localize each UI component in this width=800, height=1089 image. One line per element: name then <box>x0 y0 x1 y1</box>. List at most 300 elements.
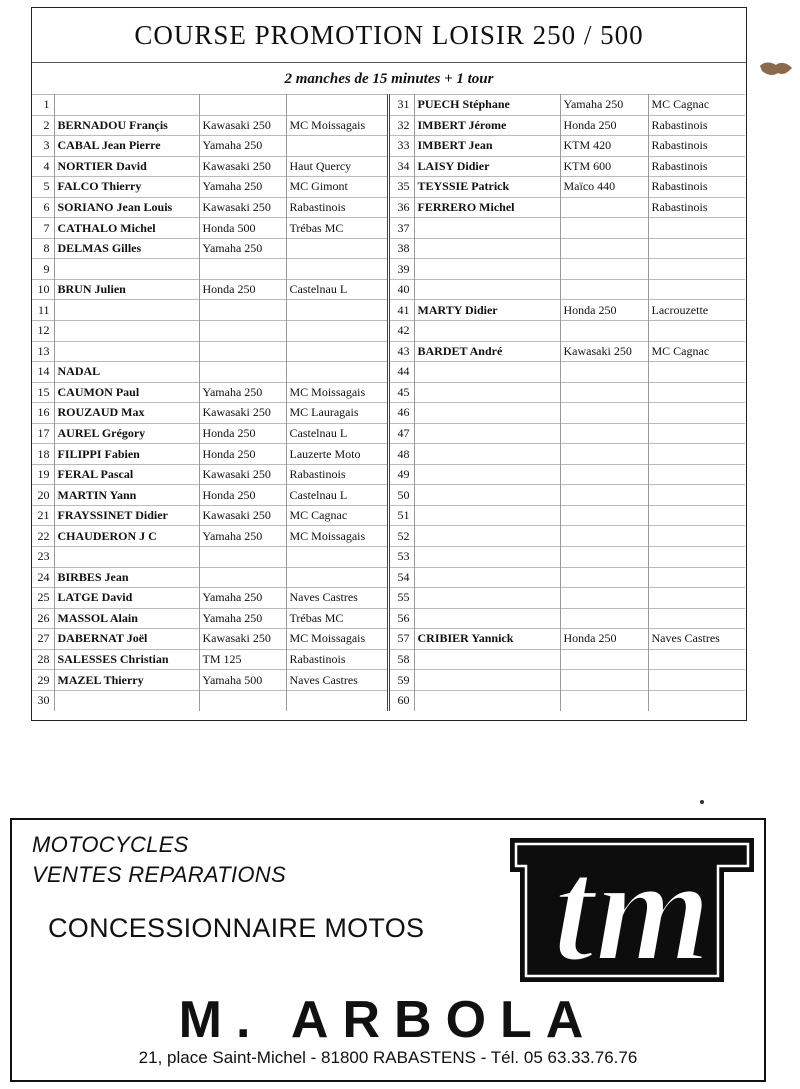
rider-name: IMBERT Jérome <box>414 115 560 136</box>
motorcycle: Yamaha 250 <box>199 136 286 157</box>
rider-number: 40 <box>390 279 414 300</box>
entry-row <box>32 567 387 588</box>
club-name <box>286 259 387 280</box>
motorcycle: Kawasaki 250 <box>199 464 286 485</box>
entry-row <box>32 547 387 568</box>
rider-name: BRUN Julien <box>54 279 199 300</box>
club-name: Lacrouzette <box>648 300 745 321</box>
rider-name: FERAL Pascal <box>54 464 199 485</box>
rider-number: 35 <box>390 177 414 198</box>
rider-name: DELMAS Gilles <box>54 238 199 259</box>
entry-row <box>32 259 387 280</box>
rider-number: 50 <box>390 485 414 506</box>
rider-number: 15 <box>32 382 54 403</box>
rider-name: LAISY Didier <box>414 156 560 177</box>
club-name <box>648 588 745 609</box>
rider-name: TEYSSIE Patrick <box>414 177 560 198</box>
club-name: Naves Castres <box>286 670 387 691</box>
entry-row <box>390 547 745 568</box>
entry-row <box>390 567 745 588</box>
club-name <box>648 649 745 670</box>
entry-row <box>32 423 387 444</box>
entry-row <box>390 218 745 239</box>
club-name <box>648 608 745 629</box>
rider-name <box>414 259 560 280</box>
entry-row <box>390 259 745 280</box>
rider-number: 38 <box>390 238 414 259</box>
rider-number: 33 <box>390 136 414 157</box>
club-name: MC Cagnac <box>648 95 745 116</box>
entry-row <box>390 300 745 321</box>
club-name <box>648 321 745 342</box>
club-name <box>286 547 387 568</box>
rider-number: 47 <box>390 423 414 444</box>
entry-row <box>32 403 387 424</box>
entry-row <box>32 690 387 711</box>
rider-number: 12 <box>32 321 54 342</box>
club-name: Naves Castres <box>648 629 745 650</box>
entry-row <box>32 95 387 116</box>
rider-name <box>414 567 560 588</box>
rider-number: 53 <box>390 547 414 568</box>
entry-row <box>390 95 745 116</box>
entries-table-left <box>32 94 387 711</box>
club-name <box>648 526 745 547</box>
rider-name: FILIPPI Fabien <box>54 444 199 465</box>
entry-row <box>390 670 745 691</box>
motorcycle <box>560 670 648 691</box>
rider-name <box>414 403 560 424</box>
motorcycle <box>560 547 648 568</box>
rider-name <box>414 423 560 444</box>
rider-name <box>414 238 560 259</box>
rider-number: 58 <box>390 649 414 670</box>
dealer-advertisement <box>10 818 766 1082</box>
motorcycle <box>560 218 648 239</box>
motorcycle <box>560 649 648 670</box>
rider-name <box>54 341 199 362</box>
motorcycle: Yamaha 250 <box>199 238 286 259</box>
rider-number: 9 <box>32 259 54 280</box>
rider-number: 2 <box>32 115 54 136</box>
ad-line-motocycles: MOTOCYCLES <box>32 832 189 857</box>
club-name: Rabastinois <box>648 136 745 157</box>
rider-number: 37 <box>390 218 414 239</box>
club-name: Rabastinois <box>286 464 387 485</box>
entries-column-right <box>387 94 745 711</box>
rider-number: 31 <box>390 95 414 116</box>
rider-number: 60 <box>390 690 414 711</box>
rider-name: CHAUDERON J C <box>54 526 199 547</box>
motorcycle: Honda 250 <box>199 485 286 506</box>
entry-row <box>32 177 387 198</box>
club-name: Rabastinois <box>286 197 387 218</box>
rider-number: 11 <box>32 300 54 321</box>
entry-row <box>390 526 745 547</box>
motorcycle <box>199 690 286 711</box>
entry-row <box>390 115 745 136</box>
motorcycle <box>199 567 286 588</box>
entry-row <box>390 608 745 629</box>
rider-number: 13 <box>32 341 54 362</box>
entry-row <box>32 279 387 300</box>
rider-number: 1 <box>32 95 54 116</box>
motorcycle: Honda 250 <box>199 279 286 300</box>
rider-number: 28 <box>32 649 54 670</box>
rider-number: 18 <box>32 444 54 465</box>
club-name <box>648 670 745 691</box>
rider-number: 5 <box>32 177 54 198</box>
rider-name: SALESSES Christian <box>54 649 199 670</box>
rider-name: BIRBES Jean <box>54 567 199 588</box>
rider-name <box>54 690 199 711</box>
paper-stain <box>758 58 794 80</box>
club-name <box>286 362 387 383</box>
rider-number: 19 <box>32 464 54 485</box>
entry-row <box>390 177 745 198</box>
entry-row <box>32 608 387 629</box>
rider-name <box>414 218 560 239</box>
entry-row <box>32 526 387 547</box>
motorcycle <box>199 300 286 321</box>
club-name <box>648 690 745 711</box>
club-name <box>648 547 745 568</box>
entry-row <box>390 444 745 465</box>
svg-text:tm: tm <box>552 832 712 992</box>
motorcycle: Honda 250 <box>199 444 286 465</box>
motorcycle: Yamaha 250 <box>199 382 286 403</box>
rider-name <box>414 444 560 465</box>
motorcycle <box>560 464 648 485</box>
motorcycle <box>560 259 648 280</box>
rider-number: 52 <box>390 526 414 547</box>
rider-number: 41 <box>390 300 414 321</box>
rider-number: 3 <box>32 136 54 157</box>
club-name <box>648 567 745 588</box>
motorcycle: Yamaha 250 <box>199 177 286 198</box>
club-name <box>648 279 745 300</box>
rider-name <box>414 547 560 568</box>
entry-row <box>32 197 387 218</box>
rider-name <box>414 526 560 547</box>
entry-row <box>32 238 387 259</box>
rider-name <box>414 279 560 300</box>
rider-number: 17 <box>32 423 54 444</box>
rider-number: 8 <box>32 238 54 259</box>
rider-number: 24 <box>32 567 54 588</box>
club-name: MC Moissagais <box>286 629 387 650</box>
club-name: Trébas MC <box>286 608 387 629</box>
club-name <box>648 218 745 239</box>
rider-name <box>54 300 199 321</box>
club-name <box>286 238 387 259</box>
rider-number: 21 <box>32 505 54 526</box>
club-name <box>648 403 745 424</box>
rider-name <box>414 485 560 506</box>
rider-number: 42 <box>390 321 414 342</box>
rider-number: 25 <box>32 588 54 609</box>
club-name: Trébas MC <box>286 218 387 239</box>
motorcycle <box>560 608 648 629</box>
paper-speck <box>700 800 704 804</box>
rider-number: 34 <box>390 156 414 177</box>
entry-row <box>32 321 387 342</box>
rider-name: MARTIN Yann <box>54 485 199 506</box>
rider-number: 57 <box>390 629 414 650</box>
club-name: Lauzerte Moto <box>286 444 387 465</box>
rider-name <box>414 505 560 526</box>
motorcycle <box>560 444 648 465</box>
club-name <box>286 690 387 711</box>
rider-number: 45 <box>390 382 414 403</box>
rider-name: MARTY Didier <box>414 300 560 321</box>
rider-name: FERRERO Michel <box>414 197 560 218</box>
club-name: MC Cagnac <box>286 505 387 526</box>
rider-name: NORTIER David <box>54 156 199 177</box>
rider-name <box>414 588 560 609</box>
rider-name: CATHALO Michel <box>54 218 199 239</box>
club-name <box>286 321 387 342</box>
club-name <box>648 444 745 465</box>
rider-number: 4 <box>32 156 54 177</box>
rider-number: 20 <box>32 485 54 506</box>
ad-address: 21, place Saint-Michel - 81800 RABASTENS - Tél. 05 63.33.76.76 <box>138 1048 638 1067</box>
entry-row <box>32 341 387 362</box>
motorcycle <box>560 321 648 342</box>
entry-row <box>390 279 745 300</box>
rider-name: CABAL Jean Pierre <box>54 136 199 157</box>
entry-row <box>32 362 387 383</box>
club-name <box>648 505 745 526</box>
entry-row <box>390 238 745 259</box>
ad-owner-name: M. ARBOLA <box>178 991 598 1049</box>
entry-row <box>32 505 387 526</box>
rider-number: 14 <box>32 362 54 383</box>
motorcycle <box>199 259 286 280</box>
club-name <box>286 300 387 321</box>
club-name <box>286 136 387 157</box>
club-name: Haut Quercy <box>286 156 387 177</box>
ad-dealer-text: CONCESSIONNAIRE MOTOS <box>48 913 425 943</box>
rider-number: 22 <box>32 526 54 547</box>
rider-number: 27 <box>32 629 54 650</box>
rider-name <box>414 321 560 342</box>
motorcycle: Yamaha 250 <box>560 95 648 116</box>
motorcycle <box>560 423 648 444</box>
rider-number: 32 <box>390 115 414 136</box>
motorcycle: Yamaha 250 <box>199 588 286 609</box>
page-title: COURSE PROMOTION LOISIR 250 / 500 <box>32 8 746 63</box>
rider-number: 54 <box>390 567 414 588</box>
entry-row <box>32 218 387 239</box>
motorcycle: Kawasaki 250 <box>199 115 286 136</box>
motorcycle <box>199 321 286 342</box>
motorcycle <box>199 95 286 116</box>
motorcycle: Kawasaki 250 <box>560 341 648 362</box>
club-name <box>648 259 745 280</box>
rider-number: 6 <box>32 197 54 218</box>
motorcycle: Honda 250 <box>560 300 648 321</box>
entries-table-right <box>390 94 745 711</box>
motorcycle: Honda 250 <box>199 423 286 444</box>
race-format-subtitle: 2 manches de 15 minutes + 1 tour <box>284 70 494 87</box>
club-name: MC Moissagais <box>286 115 387 136</box>
entry-row <box>390 403 745 424</box>
entry-row <box>390 629 745 650</box>
entry-row <box>32 588 387 609</box>
rider-name <box>414 670 560 691</box>
motorcycle <box>560 362 648 383</box>
motorcycle: Maïco 440 <box>560 177 648 198</box>
motorcycle <box>199 547 286 568</box>
rider-number: 7 <box>32 218 54 239</box>
entry-row <box>390 321 745 342</box>
club-name: MC Cagnac <box>648 341 745 362</box>
rider-name: AUREL Grégory <box>54 423 199 444</box>
entry-row <box>390 690 745 711</box>
motorcycle: TM 125 <box>199 649 286 670</box>
rider-number: 56 <box>390 608 414 629</box>
rider-name: FALCO Thierry <box>54 177 199 198</box>
entry-row <box>390 588 745 609</box>
rider-number: 30 <box>32 690 54 711</box>
rider-number: 49 <box>390 464 414 485</box>
club-name <box>648 382 745 403</box>
entries-column-left <box>32 94 387 711</box>
rider-number: 43 <box>390 341 414 362</box>
club-name: Rabastinois <box>648 197 745 218</box>
club-name: MC Lauragais <box>286 403 387 424</box>
rider-number: 48 <box>390 444 414 465</box>
club-name: Rabastinois <box>286 649 387 670</box>
club-name <box>648 485 745 506</box>
results-table-panel <box>31 7 747 721</box>
rider-name: SORIANO Jean Louis <box>54 197 199 218</box>
entry-row <box>390 197 745 218</box>
rider-name <box>414 382 560 403</box>
motorcycle <box>560 279 648 300</box>
entry-row <box>32 464 387 485</box>
rider-name <box>54 547 199 568</box>
club-name <box>648 362 745 383</box>
entry-row <box>390 136 745 157</box>
club-name: Rabastinois <box>648 156 745 177</box>
rider-number: 16 <box>32 403 54 424</box>
rider-name <box>414 608 560 629</box>
rider-number: 46 <box>390 403 414 424</box>
club-name: Castelnau L <box>286 279 387 300</box>
rider-name <box>54 321 199 342</box>
rider-name <box>414 464 560 485</box>
motorcycle: Yamaha 250 <box>199 526 286 547</box>
entry-row <box>32 444 387 465</box>
rider-number: 59 <box>390 670 414 691</box>
rider-name <box>54 259 199 280</box>
motorcycle: Kawasaki 250 <box>199 197 286 218</box>
rider-name: FRAYSSINET Didier <box>54 505 199 526</box>
rider-name: BARDET André <box>414 341 560 362</box>
motorcycle <box>560 197 648 218</box>
club-name <box>648 238 745 259</box>
motorcycle <box>560 485 648 506</box>
rider-number: 55 <box>390 588 414 609</box>
rider-number: 29 <box>32 670 54 691</box>
motorcycle <box>199 362 286 383</box>
rider-number: 44 <box>390 362 414 383</box>
rider-number: 39 <box>390 259 414 280</box>
club-name: Castelnau L <box>286 485 387 506</box>
club-name <box>286 95 387 116</box>
rider-number: 26 <box>32 608 54 629</box>
entry-row <box>32 629 387 650</box>
motorcycle: Honda 250 <box>560 115 648 136</box>
rider-name: MAZEL Thierry <box>54 670 199 691</box>
rider-name: CRIBIER Yannick <box>414 629 560 650</box>
club-name <box>648 464 745 485</box>
rider-name <box>414 362 560 383</box>
motorcycle <box>560 526 648 547</box>
motorcycle: Yamaha 250 <box>199 608 286 629</box>
entry-row <box>32 136 387 157</box>
club-name <box>648 423 745 444</box>
entry-row <box>32 115 387 136</box>
ad-line-ventes: VENTES REPARATIONS <box>32 862 286 887</box>
rider-name: ROUZAUD Max <box>54 403 199 424</box>
motorcycle <box>560 403 648 424</box>
motorcycle: KTM 600 <box>560 156 648 177</box>
entry-row <box>390 341 745 362</box>
motorcycle <box>560 588 648 609</box>
motorcycle <box>199 341 286 362</box>
motorcycle <box>560 690 648 711</box>
motorcycle: Yamaha 500 <box>199 670 286 691</box>
entry-row <box>390 649 745 670</box>
entry-row <box>390 505 745 526</box>
entry-row <box>390 423 745 444</box>
rider-name: MASSOL Alain <box>54 608 199 629</box>
rider-number: 23 <box>32 547 54 568</box>
rider-name <box>414 649 560 670</box>
entry-row <box>390 382 745 403</box>
motorcycle <box>560 238 648 259</box>
rider-name: PUECH Stéphane <box>414 95 560 116</box>
motorcycle: Kawasaki 250 <box>199 403 286 424</box>
rider-name: CAUMON Paul <box>54 382 199 403</box>
rider-name: DABERNAT Joël <box>54 629 199 650</box>
entry-row <box>32 485 387 506</box>
motorcycle: Kawasaki 250 <box>199 629 286 650</box>
rider-name: IMBERT Jean <box>414 136 560 157</box>
club-name <box>286 341 387 362</box>
rider-name <box>414 690 560 711</box>
club-name <box>286 567 387 588</box>
club-name: MC Moissagais <box>286 526 387 547</box>
rider-number: 10 <box>32 279 54 300</box>
motorcycle <box>560 567 648 588</box>
rider-number: 36 <box>390 197 414 218</box>
rider-name: NADAL <box>54 362 199 383</box>
motorcycle <box>560 382 648 403</box>
rider-name <box>54 95 199 116</box>
club-name: Naves Castres <box>286 588 387 609</box>
entry-row <box>390 485 745 506</box>
entry-row <box>32 156 387 177</box>
club-name: MC Gimont <box>286 177 387 198</box>
entry-row <box>390 464 745 485</box>
entry-row <box>32 382 387 403</box>
club-name: Castelnau L <box>286 423 387 444</box>
rider-name: LATGE David <box>54 588 199 609</box>
